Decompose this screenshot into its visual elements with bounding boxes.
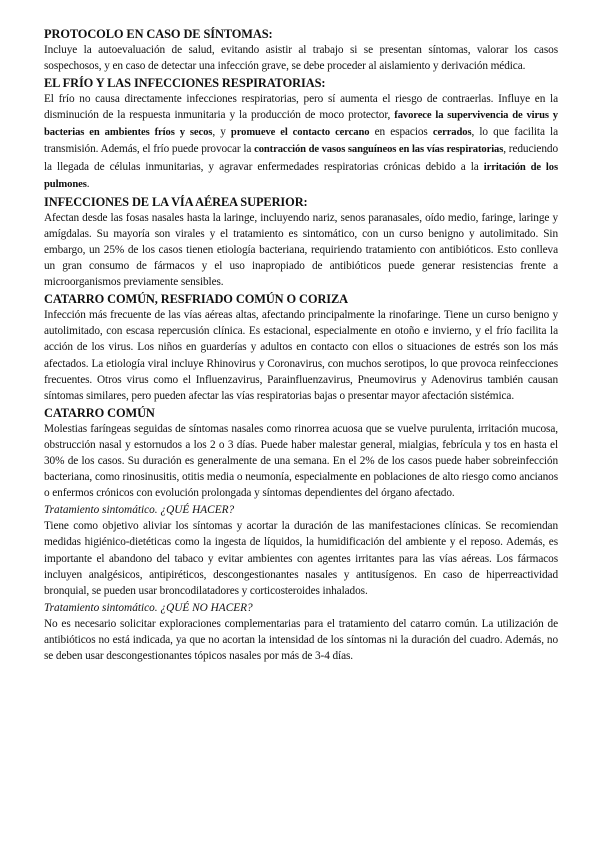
text-run: . (86, 177, 90, 190)
section-heading: PROTOCOLO EN CASO DE SÍNTOMAS: (44, 27, 273, 41)
section-cold-infections (44, 75, 558, 193)
text-run: , lo que facilita la transmisión. Además, el frío puede provocar la (44, 126, 558, 156)
text-run: El frío no causa directamente infecciones respiratorias, pero sí aumenta el riesgo de contraerlas. Influye en la disminución de la respuesta inmunitaria y la producción de moco protector, (44, 93, 558, 122)
section-heading: CATARRO COMÚN (44, 405, 155, 420)
section-protocol (44, 26, 558, 74)
paragraph: Infección más frecuente de las vías aéreas altas, afectando principalmente la rinofaringe. Tiene un curso benigno y autolimitado, con escasa repercusión clínica. Es estacional, especialmente en otoño e invierno, y el frío facilita la acción de los virus. Los niños en guarderías y adultos en contacto con ellos o situaciones de estrés son los más afectados. La etiología viral incluye Rhinovirus y Coronavirus, con muchos serotipos, lo que provoca reinfecciones frecuentes. Otros virus como el Influenzavirus, Parainfluenzavirus, Pneumovirus y Adenovirus también causan síntomas similares, pero pueden afectar las vías respiratorias bajas o presentar mayor afectación sistémica. (44, 309, 558, 402)
bold-text: irritación de los pulmones (44, 161, 558, 190)
text-run: en espacios (369, 126, 433, 139)
paragraph: Afectan desde las fosas nasales hasta la laringe, incluyendo nariz, senos paranasales, oído medio, faringe, laringe y amígdalas. Su mayoría son virales y el tratamiento es sintomático, con un curso benigno y autolimitado. Sin embargo, un 25% de los casos tienen etiología bacteriana, requiriendo tratamiento con antibióticos. Esto conlleva un gran consumo de fármacos y el uso inapropiado de antibióticos puede generar resistencias frente a microorganismos previamente sensibles. (44, 211, 558, 289)
paragraph (44, 91, 558, 193)
subheading-what-not-to-do: Tratamiento sintomático. ¿QUÉ NO HACER? (44, 601, 253, 614)
bold-text: promueve el contacto cercano (230, 127, 370, 139)
subheading-what-to-do: Tratamiento sintomático. ¿QUÉ HACER? (44, 504, 235, 517)
paragraph: No es necesario solicitar exploraciones complementarias para el tratamiento del catarro común. La utilización de antibióticos no está indicada, ya que no acortan la intensidad de los síntomas ni la duración del cuadro. Además, no se deben usar descongestionantes tópicos nasales por más de 3-4 días. (44, 617, 558, 663)
section-common-cold-coryza (44, 291, 558, 404)
paragraph: Tiene como objetivo aliviar los síntomas y acortar la duración de las manifestaciones clínicas. Se recomiendan medidas higiénico-dietéticas como la ingesta de líquidos, la humidificación del ambiente y el reposo. Además, es importante el abandono del tabaco y evitar ambientes con agentes irritantes para las vías aéreas. Los fármacos incluyen analgésicos, antipiréticos, descongestionantes nasales y antitusígenos. En caso de hiperreactividad bronquial, se pueden usar broncodilatadores y corticosteroides inhalados. (44, 520, 558, 597)
section-heading: EL FRÍO Y LAS INFECCIONES RESPIRATORIAS: (44, 76, 326, 91)
bold-text: cerrados (432, 127, 472, 139)
text-run: , y (212, 126, 231, 139)
section-heading: CATARRO COMÚN, RESFRIADO COMÚN O CORIZA (44, 292, 349, 307)
text-run: , reduciendo la llegada de células inmunitarias, y agravar enfermedades respiratorias crónicas debido a la (44, 143, 558, 173)
section-heading: INFECCIONES DE LA VÍA AÉREA SUPERIOR: (44, 194, 308, 209)
paragraph: Molestias faríngeas seguidas de síntomas nasales como rinorrea acuosa que se vuelve purulenta, irritación mucosa, obstrucción nasal y estornudos a los 2 o 3 días. Puede haber malestar general, mialgias, febrícula y tos en hasta el 30% de los casos. Su duración es generalmente de una semana. En el 2% de los casos puede haber sobreinfección bacteriana, como rinosinusitis, otitis media o neumonía, especialmente en poblaciones de alto riesgo como ancianos o enfermos crónicos con evolución prolongada y síntomas dependientes del órgano afectado. (44, 422, 558, 500)
section-common-cold (44, 405, 558, 664)
bold-text: favorece la supervivencia de virus y bacterias en ambientes fríos y secos (44, 110, 558, 139)
bold-text: contracción de vasos sanguíneos en las vías respiratorias (254, 144, 504, 156)
section-upper-airway (44, 194, 558, 290)
paragraph: Incluye la autoevaluación de salud, evitando asistir al trabajo si se presentan síntomas, valorar los casos sospechosos, y en caso de detectar una infección grave, se debe proceder al aislamiento y derivación médica. (44, 44, 558, 73)
